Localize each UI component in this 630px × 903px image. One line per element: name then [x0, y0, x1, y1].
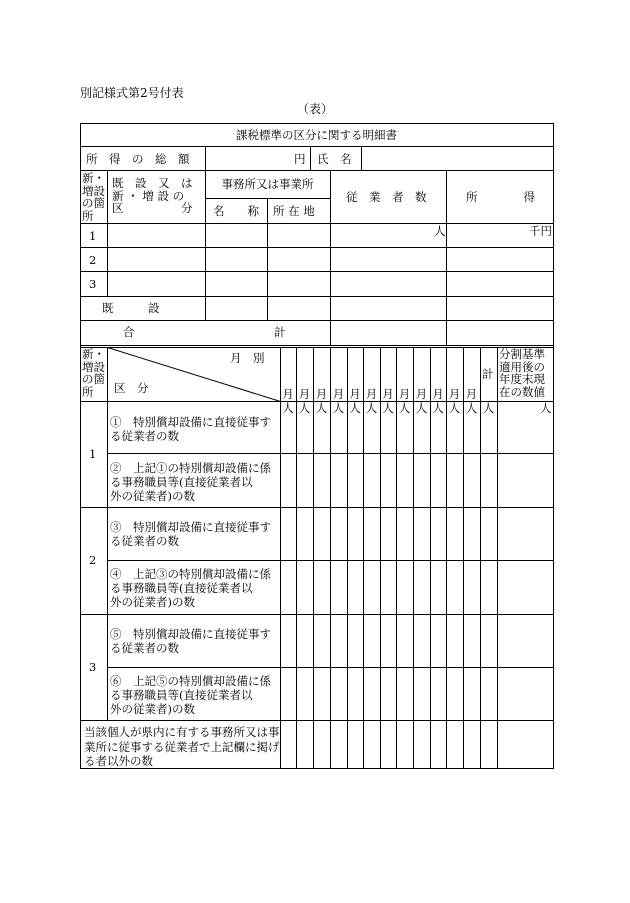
month-by-label: 月 別 — [230, 351, 265, 365]
group-number: 3 — [89, 660, 97, 674]
total-header: 計 — [482, 367, 494, 381]
month-header: 月 — [332, 387, 345, 401]
income-total-label: 所 得 の 総 額 — [86, 152, 190, 166]
unit-people: 人 — [448, 401, 461, 415]
month-header: 月 — [282, 387, 294, 401]
month-header: 月 — [349, 387, 361, 401]
unit-people: 人 — [540, 401, 552, 415]
standard-header: 分割基準 適用後の 年度末現 在の数値 — [499, 347, 545, 399]
unit-people: 人 — [298, 401, 311, 415]
unit-people: 人 — [415, 401, 428, 415]
unit-thousand-yen: 千円 — [529, 224, 552, 238]
month-header: 月 — [432, 387, 444, 401]
month-header: 月 — [298, 387, 311, 401]
table-title: 課税標準の区分に関する明細書 — [236, 128, 397, 142]
form-caption: 別記様式第2号付表 — [80, 86, 184, 100]
total-label-left: 合 — [123, 325, 135, 339]
month-header: 月 — [365, 387, 378, 401]
row-number: 2 — [89, 253, 97, 267]
unit-people: 人 — [482, 401, 495, 415]
item-label: ② 上記①の特別償却設備に係 る事務職員等(直接従業者以 外の従業者)の数 — [110, 461, 271, 503]
footer-note: 当該個人が県内に有する事務所又は事 業所に従事する従業者で上記欄に掲げ る者以外の数 — [84, 725, 280, 768]
col-shozaichi-header: 所 在 地 — [273, 204, 315, 218]
group-number: 1 — [89, 447, 97, 461]
unit-people: 人 — [282, 401, 294, 415]
month-header: 月 — [315, 387, 328, 401]
unit-people: 人 — [365, 401, 378, 415]
unit-people: 人 — [315, 401, 328, 415]
yen-unit: 円 — [294, 152, 306, 166]
item-label: ① 特別償却設備に直接従事す る従業者の数 — [110, 415, 271, 443]
total-label-right: 計 — [274, 325, 286, 339]
row-number: 3 — [89, 277, 97, 291]
month-header: 月 — [448, 387, 461, 401]
row-number: 1 — [89, 229, 97, 243]
existing-label: 既 設 — [102, 301, 160, 315]
item-label: ⑤ 特別償却設備に直接従事す る従業者の数 — [110, 627, 271, 655]
unit-people: 人 — [332, 401, 345, 415]
side-label: （表） — [296, 102, 333, 116]
unit-people: 人 — [432, 401, 444, 415]
item-label: ⑥ 上記⑤の特別償却設備に係 る事務職員等(直接従業者以 外の従業者)の数 — [110, 674, 271, 716]
col-shinzo-header: 新・ 増設 の箇 所 — [82, 171, 105, 223]
name-label: 氏 名 — [317, 152, 352, 166]
category-label: 区 分 — [114, 381, 149, 395]
month-header: 月 — [465, 387, 478, 401]
unit-people: 人 — [382, 401, 394, 415]
col-income-header: 所 得 — [466, 190, 535, 204]
group-number: 2 — [89, 553, 97, 567]
item-label: ④ 上記③の特別償却設備に係 る事務職員等(直接従業者以 外の従業者)の数 — [110, 567, 271, 609]
item-label: ③ 特別償却設備に直接従事す る従業者の数 — [110, 520, 271, 548]
unit-people: 人 — [465, 401, 478, 415]
col-office-header: 事務所又は事業所 — [221, 177, 314, 191]
unit-people: 人 — [349, 401, 361, 415]
col-kisetsu-header: 既 設 又 は 新 ・ 増 設 の 区 分 — [112, 176, 193, 215]
month-header: 月 — [415, 387, 428, 401]
unit-people: 人 — [434, 224, 446, 238]
col-meisho-header: 名 称 — [213, 204, 259, 218]
bottom-col-shinzo-header: 新・ 増設 の箇 所 — [82, 347, 105, 399]
col-employees-header: 従 業 者 数 — [346, 190, 427, 204]
month-header: 月 — [398, 387, 411, 401]
month-header: 月 — [382, 387, 394, 401]
unit-people: 人 — [398, 401, 411, 415]
